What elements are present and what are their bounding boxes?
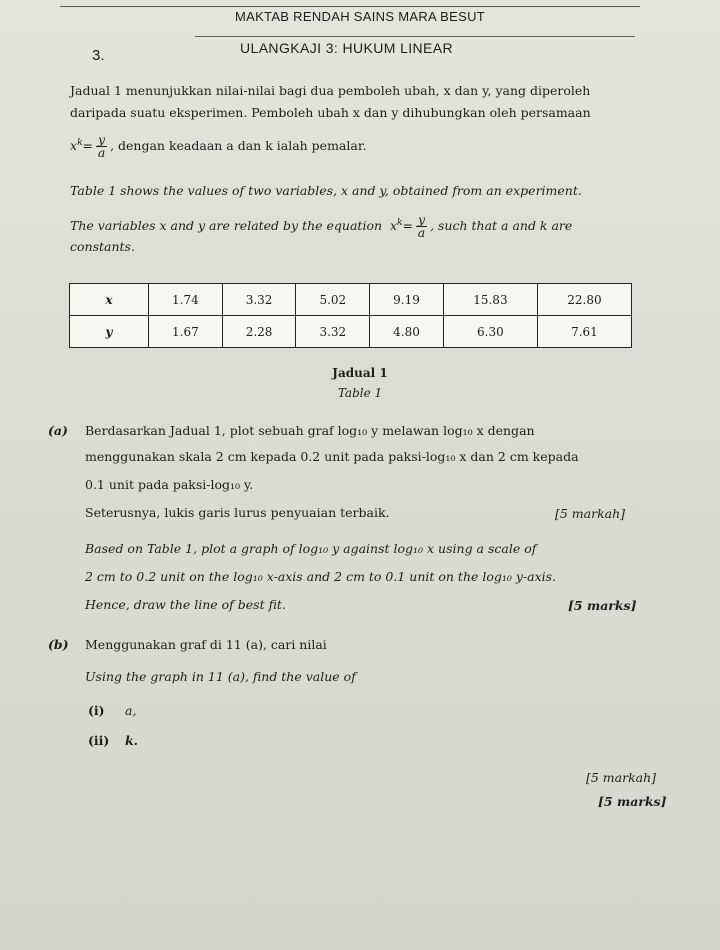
part-a-english-marks: [5 marks] [568, 598, 637, 613]
table-cell: 15.83 [443, 284, 537, 316]
table-cell: 1.67 [149, 316, 223, 348]
eq-fraction [96, 134, 107, 159]
part-b-malay-marks: [5 markah] [586, 770, 657, 785]
eq-fraction-en [416, 214, 427, 239]
part-b-english-marks: [5 marks] [598, 794, 667, 809]
eq-exponent: k [77, 138, 83, 148]
table-row-x [70, 284, 632, 316]
top-rule [60, 6, 640, 7]
intro-english-line2 [70, 212, 572, 239]
intro-malay-line2: daripada suatu eksperimen. Pemboleh ubah x dan y dihubungkan oleh persamaan [70, 105, 591, 120]
part-a-malay-line2: menggunakan skala 2 cm kepada 0.2 unit pada paksi-log₁₀ x dan 2 cm kepada [85, 449, 579, 464]
eq-numerator: y [98, 132, 106, 148]
eq-equals-en: = [402, 218, 413, 234]
part-b-label: (b) [48, 637, 69, 652]
intro-english-line2-tail: , such that a and k are [430, 218, 573, 234]
table-cell: 2.28 [222, 316, 296, 348]
table-cell: 3.32 [222, 284, 296, 316]
table-cell: 9.19 [370, 284, 444, 316]
part-b-ii-text: k. [125, 733, 139, 748]
intro-english-line3: constants. [70, 239, 135, 254]
question-number: 3. [92, 47, 105, 64]
table-cell: 5.02 [296, 284, 370, 316]
header-rule [195, 36, 635, 37]
table-caption-malay: Jadual 1 [332, 366, 388, 380]
table-header-x: x [70, 284, 149, 316]
data-table [69, 283, 632, 348]
intro-malay-line1: Jadual 1 menunjukkan nilai-nilai bagi dua pemboleh ubah, x dan y, yang diperoleh [70, 83, 591, 98]
part-a-english-line3: Hence, draw the line of best fit. [85, 597, 286, 612]
eq-denominator: a [97, 145, 106, 161]
intro-malay-line3-tail: , dengan keadaan a dan k ialah pemalar. [110, 138, 367, 154]
part-b-i-text: a, [125, 703, 137, 718]
table-cell: 1.74 [149, 284, 223, 316]
part-a-malay-line1: Berdasarkan Jadual 1, plot sebuah graf log₁₀ y melawan log₁₀ x dengan [85, 423, 535, 438]
table-row-y [70, 316, 632, 348]
eq-exponent-en: k [397, 218, 403, 228]
table-cell: 22.80 [537, 284, 631, 316]
part-a-malay-marks: [5 markah] [555, 506, 626, 521]
eq-lhs: x [70, 138, 78, 154]
eq-equals: = [82, 138, 94, 154]
part-a-malay-line4: Seterusnya, lukis garis lurus penyuaian terbaik. [85, 505, 390, 520]
part-b-english: Using the graph in 11 (a), find the value of [85, 669, 356, 684]
part-b-ii-label: (ii) [88, 733, 110, 748]
table-cell: 3.32 [296, 316, 370, 348]
table-caption-english: Table 1 [337, 386, 383, 400]
part-b-i-label: (i) [88, 703, 105, 718]
part-a-malay-line3: 0.1 unit pada paksi-log₁₀ y. [85, 477, 254, 492]
table-cell: 6.30 [443, 316, 537, 348]
intro-malay-line3 [70, 132, 366, 159]
part-a-label: (a) [48, 423, 68, 438]
intro-english-line1: Table 1 shows the values of two variables, x and y, obtained from an experiment. [70, 183, 582, 198]
school-name: MAKTAB RENDAH SAINS MARA BESUT [234, 9, 486, 24]
part-b-malay: Menggunakan graf di 11 (a), cari nilai [85, 637, 327, 652]
table-header-y: y [70, 316, 149, 348]
eq-denominator-en: a [417, 225, 426, 241]
table-cell: 4.80 [370, 316, 444, 348]
part-a-english-line2: 2 cm to 0.2 unit on the log₁₀ x-axis and 2 cm to 0.1 unit on the log₁₀ y-axis. [85, 569, 557, 584]
eq-numerator-en: y [418, 212, 426, 228]
eq-lhs-en: x [389, 218, 398, 234]
topic-title: ULANGKAJI 3: HUKUM LINEAR [240, 40, 454, 56]
intro-english-line2-head: The variables x and y are related by the equation [70, 218, 383, 234]
part-a-english-line1: Based on Table 1, plot a graph of log₁₀ y against log₁₀ x using a scale of [85, 541, 537, 556]
table-cell: 7.61 [537, 316, 631, 348]
